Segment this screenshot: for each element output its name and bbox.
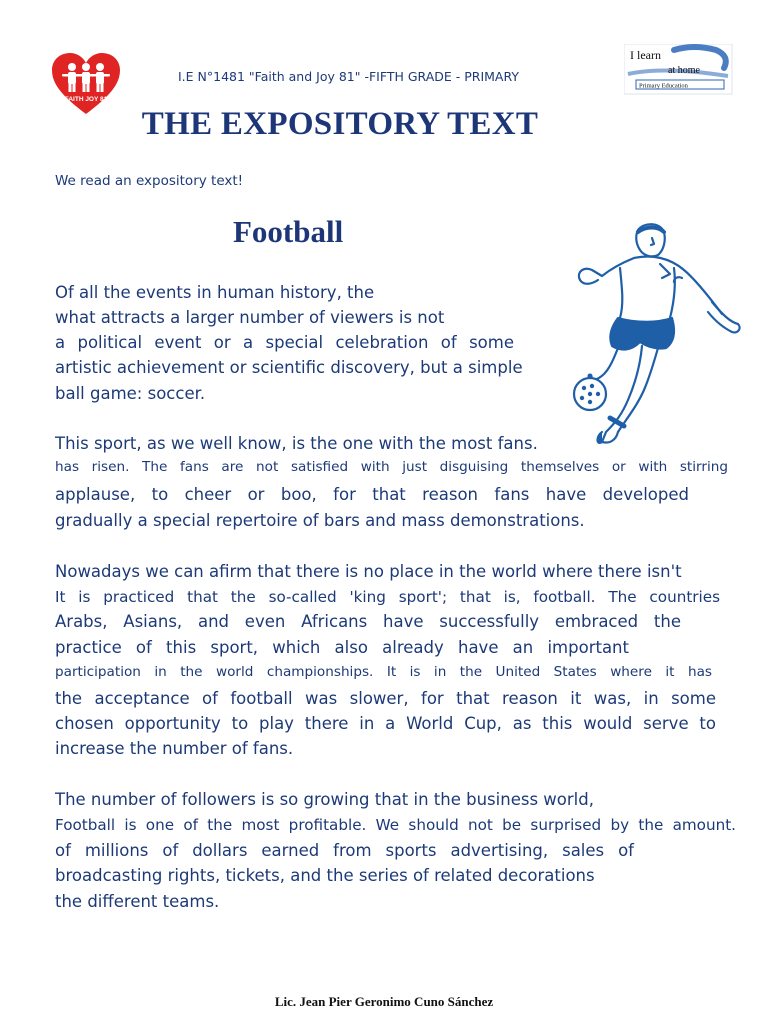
text-line: The number of followers is so growing that in the business world, [55, 790, 594, 809]
text-line: Of all the events in human history, the [55, 283, 375, 302]
text-line: the acceptance of football was slower, for that reason it was, in some [55, 689, 716, 708]
text-line: Nowadays we can afirm that there is no place in the world where there isn't [55, 562, 682, 581]
text-line: Football is one of the most profitable. We should not be surprised by the amount. [55, 816, 736, 834]
article-title: Football [233, 214, 344, 249]
text-line: broadcasting rights, tickets, and the series of related decorations [55, 866, 595, 885]
intro-text: We read an expository text! [55, 173, 244, 189]
text-line: ball game: soccer. [55, 384, 206, 403]
text-line: of millions of dollars earned from sports advertising, sales of [55, 841, 634, 860]
text-line: has risen. The fans are not satisfied with just disguising themselves or with stirring [55, 459, 728, 475]
logo-left-text: FAITH JOY 81 [64, 96, 108, 103]
text-line: what attracts a larger number of viewers is not [55, 308, 445, 327]
school-info-line: I.E N°1481 "Faith and Joy 81" -FIFTH GRADE - PRIMARY [178, 69, 519, 84]
text-line: applause, to cheer or boo, for that reason fans have developed [55, 485, 689, 504]
text-line: practice of this sport, which also already have an important [55, 638, 629, 657]
text-line: This sport, as we well know, is the one with the most fans. [55, 434, 538, 453]
logo-right-line2: at home [668, 65, 700, 76]
logo-right-line1: I learn [630, 48, 661, 62]
text-line: gradually a special repertoire of bars and mass demonstrations. [55, 511, 585, 530]
i-learn-at-home-logo [624, 44, 734, 96]
text-line: participation in the world championships. It is in the United States where it has [55, 664, 712, 680]
author-footer: Lic. Jean Pier Geronimo Cuno Sánchez [274, 994, 494, 1009]
text-line: It is practiced that the so-called 'king sport'; that is, football. The countries [55, 588, 720, 606]
football-player-illustration [562, 218, 747, 450]
page-title: THE EXPOSITORY TEXT [141, 106, 539, 142]
text-line: Arabs, Asians, and even Africans have successfully embraced the [55, 612, 681, 631]
text-line: the different teams. [55, 892, 220, 911]
text-line: a political event or a special celebration of some [55, 333, 514, 352]
text-line: chosen opportunity to play there in a World Cup, as this would serve to [55, 714, 716, 733]
text-line: increase the number of fans. [55, 739, 294, 758]
text-line: artistic achievement or scientific discovery, but a simple [55, 358, 523, 377]
logo-right-line3: Primary Education [639, 82, 688, 90]
